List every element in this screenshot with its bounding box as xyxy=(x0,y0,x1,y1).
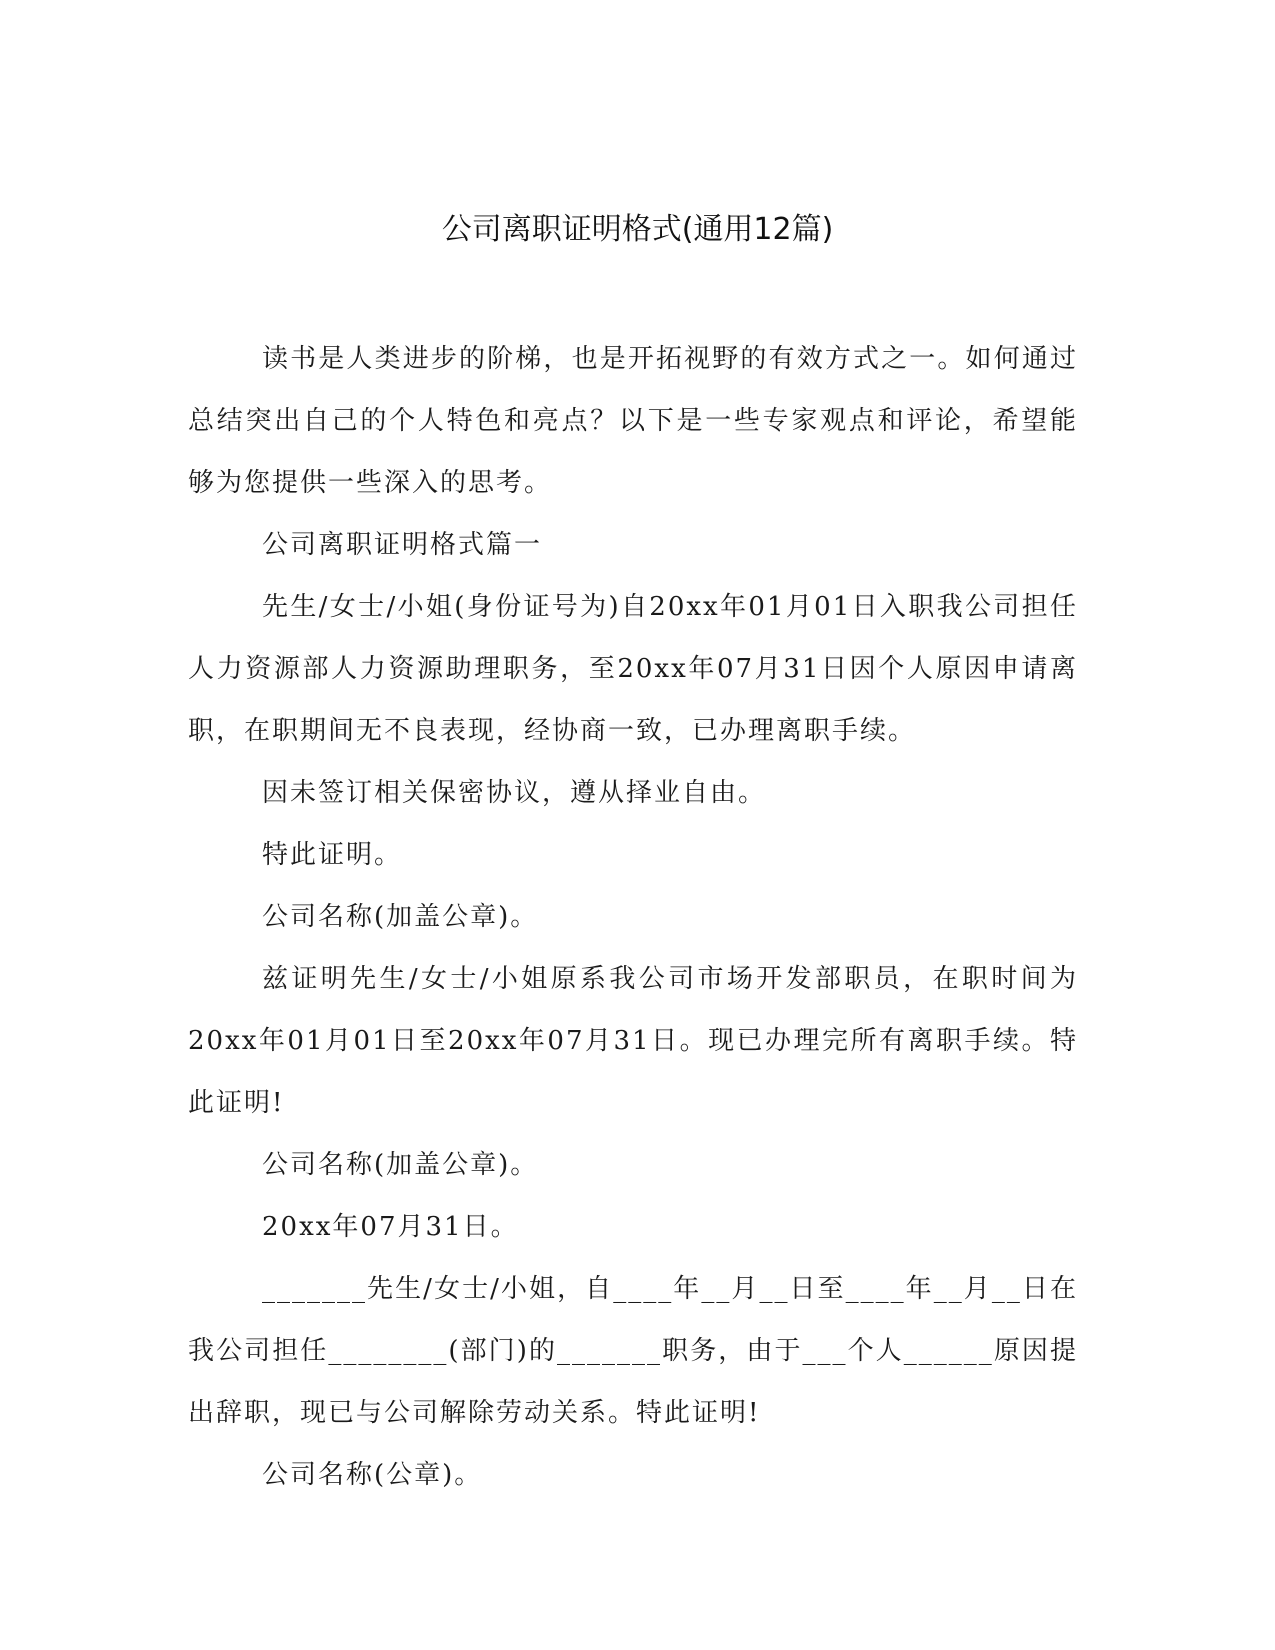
paragraph-template: _______先生/女士/小姐，自____年__月__日至____年__月__日在我公司担任________(部门)的_______职务，由于___个人______原因提出辞职，现已与公司解除劳动关系。特此证明! xyxy=(188,1274,1078,1428)
paragraph: 先生/女士/小姐(身份证号为)自20xx年01月01日入职我公司担任人力资源部人力资源助理职务，至20xx年07月31日因个人原因申请离职，在职期间无不良表现，经协商一致，已办理离职手续。 xyxy=(188,592,1078,746)
paragraph: 因未签订相关保密协议，遵从择业自由。 xyxy=(262,778,767,808)
document-body xyxy=(188,328,1078,1506)
company-signature: 公司名称(加盖公章)。 xyxy=(262,902,539,932)
company-signature: 公司名称(公章)。 xyxy=(262,1460,483,1490)
paragraph: 特此证明。 xyxy=(262,840,403,870)
paragraph-intro: 读书是人类进步的阶梯，也是开拓视野的有效方式之一。如何通过总结突出自己的个人特色和亮点？以下是一些专家观点和评论，希望能够为您提供一些深入的思考。 xyxy=(188,344,1078,498)
date-line: 20xx年07月31日。 xyxy=(262,1212,519,1242)
company-signature: 公司名称(加盖公章)。 xyxy=(262,1150,539,1180)
section-heading: 公司离职证明格式篇一 xyxy=(262,530,543,560)
paragraph: 兹证明先生/女士/小姐原系我公司市场开发部职员，在职时间为20xx年01月01日至20xx年07月31日。现已办理完所有离职手续。特此证明! xyxy=(188,964,1078,1118)
document-title: 公司离职证明格式(通用12篇) xyxy=(441,212,834,247)
